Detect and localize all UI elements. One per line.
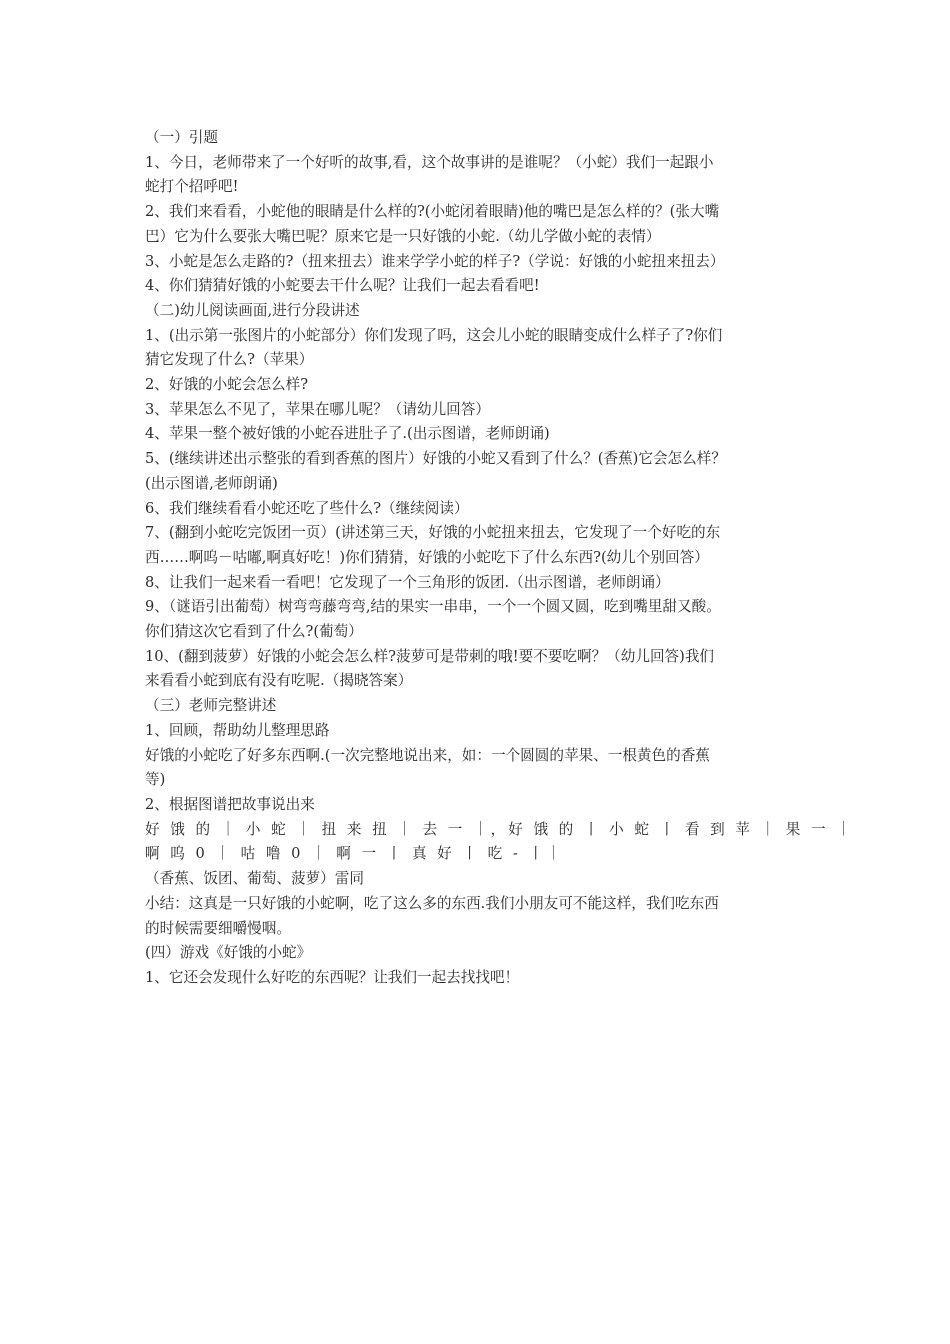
section-heading-3: （三）老师完整讲述 (145, 697, 277, 715)
text-line: 3、苹果怎么不见了，苹果在哪儿呢？（请幼儿回答） (145, 400, 490, 418)
text-line: 西……啊呜－咕嘟,啊真好吃！)你们猜猜，好饿的小蛇吃下了什么东西?(幼儿个别回答） (145, 548, 709, 566)
text-line: 1、它还会发现什么好吃的东西呢？让我们一起去找找吧！ (145, 968, 520, 986)
text-line: 好饿的小蛇吃了好多东西啊.(一次完整地说出来，如：一个圆圆的苹果、一根黄色的香蕉 (145, 746, 710, 764)
text-line: 1、(出示第一张图片的小蛇部分）你们发现了吗，这会儿小蛇的眼睛变成什么样子了?你们 (145, 326, 723, 344)
text-line: (出示图谱,老师朗诵) (145, 474, 278, 492)
section-heading-4: (四）游戏《好饿的小蛇》 (145, 944, 312, 962)
story-chart-line: 好 饿 的 ｜ 小 蛇 ｜ 扭 来 扭 ｜ 去 一 ｜，好 饿 的 丨 小 蛇 丨 看 到 苹 ｜ 果 一 ｜ (145, 820, 854, 838)
text-line: （香蕉、饭团、葡萄、菠萝）雷同 (145, 870, 364, 888)
text-line: 来看看小蛇到底有没有吃呢.（揭晓答案） (145, 672, 413, 690)
text-line: 4、你们猜猜好饿的小蛇要去干什么呢？让我们一起去看看吧! (145, 277, 540, 295)
text-line: 2、我们来看看，小蛇他的眼睛是什么样的?(小蛇闭着眼睛)他的嘴巴是怎么样的？(张大嘴 (145, 203, 720, 221)
text-line: 蛇打个招呼吧! (145, 178, 239, 196)
summary-line: 的时候需要细嚼慢咽。 (145, 919, 291, 937)
text-line: 1、回顾，帮助幼儿整理思路 (145, 721, 330, 739)
text-line: 2、根据图谱把故事说出来 (145, 795, 315, 813)
text-line: 8、让我们一起来看一看吧！它发现了一个三角形的饭团.（出示图谱，老师朗诵） (145, 573, 670, 591)
text-line: 2、好饿的小蛇会怎么样? (145, 376, 309, 394)
text-line: 6、我们继续看看小蛇还吃了些什么?（继续阅读） (145, 499, 469, 517)
text-line: 等) (145, 771, 166, 789)
text-line: 1、今日，老师带来了一个好听的故事,看，这个故事讲的是谁呢？（小蛇）我们一起跟小 (145, 153, 714, 171)
text-line: 5、(继续讲述出示整张的看到香蕉的图片）好饿的小蛇又看到了什么？(香蕉)它会怎么样？ (145, 450, 726, 468)
story-chart-line: 啊 呜 0 ｜ 咕 噜 0 ｜ 啊 一 丨 真 好 丨 吃 - 丨｜ (145, 845, 564, 863)
text-line: 9、（谜语引出葡萄）树弯弯藤弯弯,结的果实一串串，一个一个圆又圆，吃到嘴里甜又酸。 (145, 598, 721, 616)
section-heading-1: （一）引题 (145, 129, 218, 146)
text-line: 4、苹果一整个被好饿的小蛇吞进肚子了.(出示图谱，老师朗诵) (145, 425, 550, 443)
text-line: 3、小蛇是怎么走路的?（扭来扭去）谁来学学小蛇的样子?（学说：好饿的小蛇扭来扭去） (145, 252, 725, 270)
summary-line: 小结：这真是一只好饿的小蛇啊，吃了这么多的东西.我们小朋友可不能这样，我们吃东西 (145, 894, 719, 912)
text-line: 猜它发现了什么?（苹果） (145, 351, 314, 369)
text-line: 10、(翻到菠萝）好饿的小蛇会怎么样?菠萝可是带刺的哦!要不要吃啊？（幼儿回答)我们 (145, 647, 715, 665)
text-line: 你们猜这次它看到了什么?(葡萄） (145, 623, 363, 641)
text-line: 巴）它为什么要张大嘴巴呢？原来它是一只好饿的小蛇.（幼儿学做小蛇的表情） (145, 227, 661, 245)
section-heading-2: （二)幼儿阅读画面,进行分段讲述 (145, 301, 360, 319)
text-line: 7、(翻到小蛇吃完饭团一页）(讲述第三天，好饿的小蛇扭来扭去，它发现了一个好吃的东 (145, 524, 721, 542)
